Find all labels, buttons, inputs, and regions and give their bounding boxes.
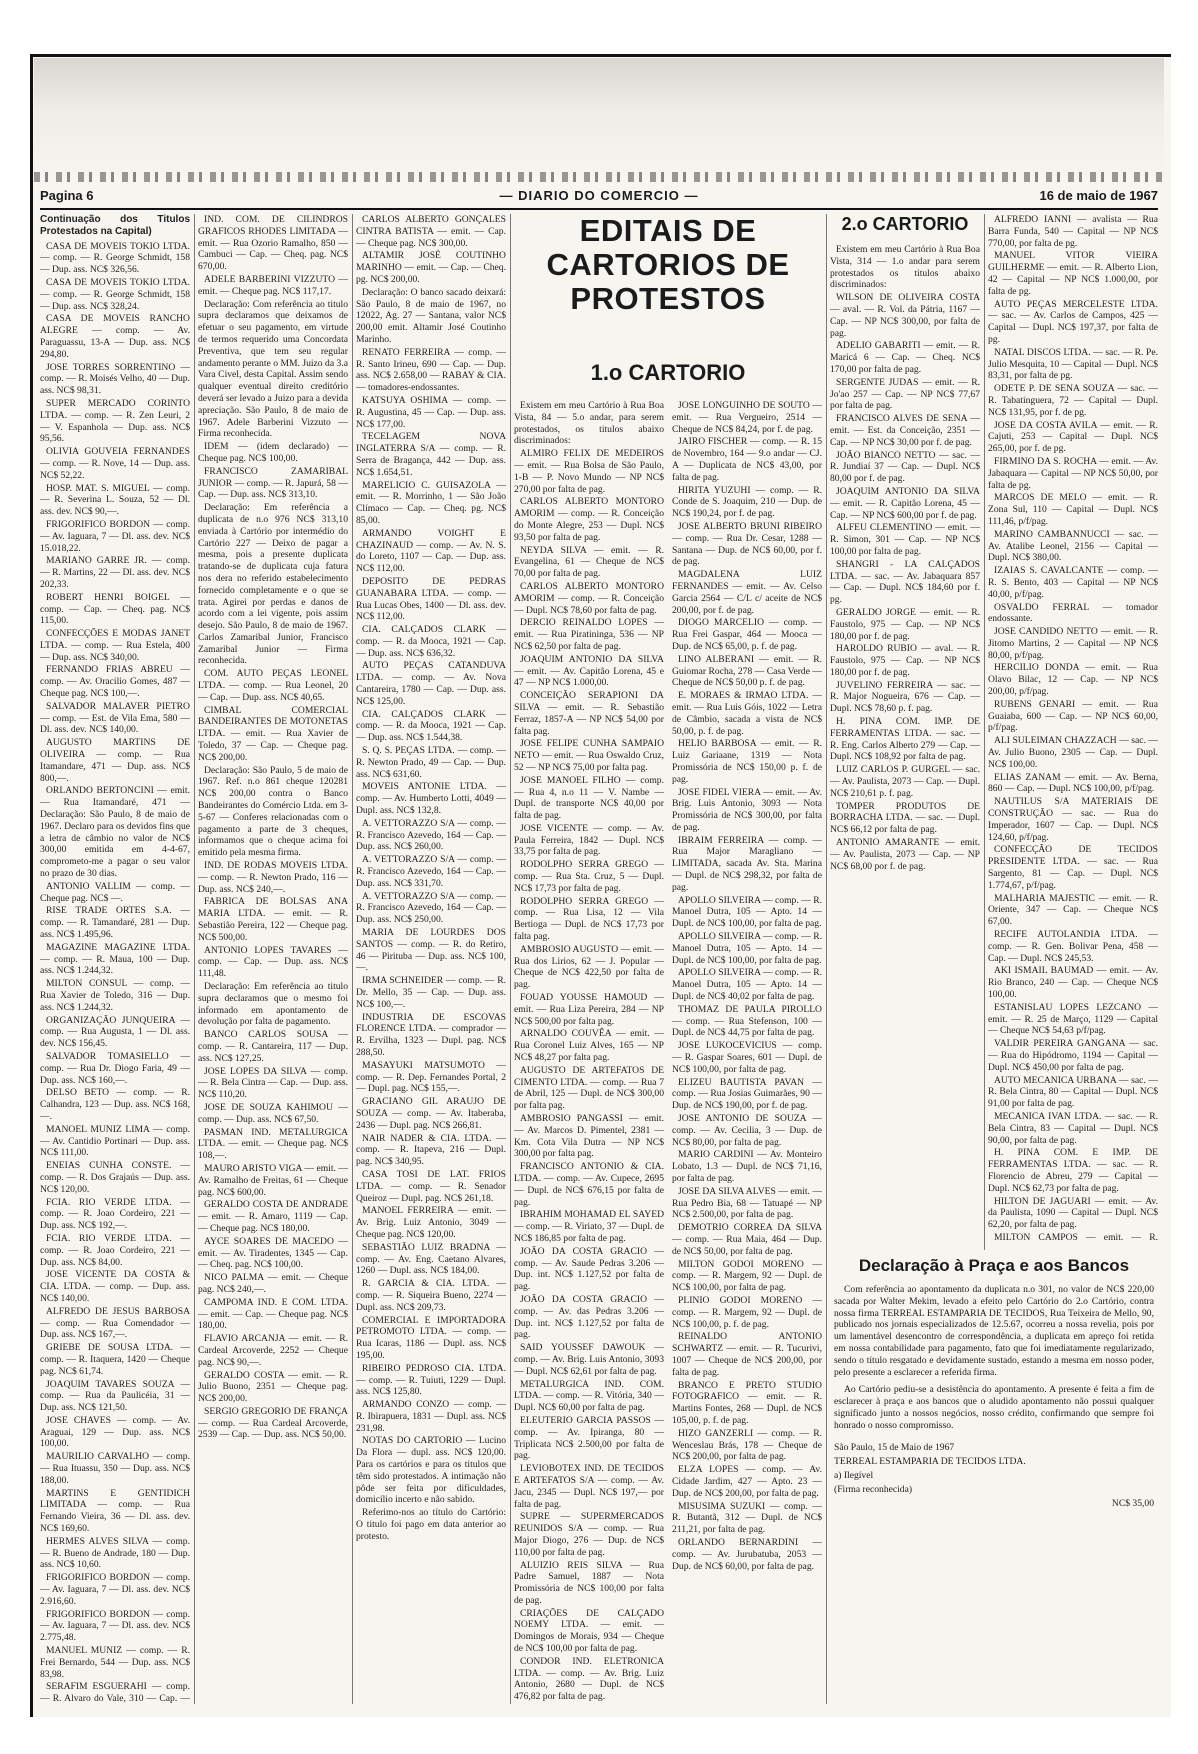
notice-entry: MANOEL FERREIRA — emit. — Av. Brig. Luiz Antonio, 3049 — Cheque pag. NC$ 120,00.	[356, 1205, 506, 1240]
notice-entry: H. PINA COM. IMP. DE FERRAMENTAS LTDA. — sac. — R. Eng. Carlos Alberto 279 — Cap. — Dupl. NC$ 108,92 por falta de pag.	[830, 716, 980, 763]
notice-entry: AUGUSTO DE ARTEFATOS DE CIMENTO LTDA. — comp. — Rua 7 de Abril, 125 — Dupl. de NC$ 300,00 por falta pag.	[514, 1064, 664, 1112]
page-header	[40, 186, 1158, 210]
notice-entry: CARLOS ALBERTO MONTORO AMORIM — comp. — R. Conceição — Dupl. NC$ 78,60 por falta de pag.	[514, 580, 664, 616]
notice-entry: OLIVIA GOUVEIA FERNANDES — comp. — R. Nove, 14 — Dup. ass. NC$ 52,22.	[40, 446, 190, 481]
notice-entry: DEPOSITO DE PEDRAS GUANABARA LTDA. — comp. — Rua Lucas Obes, 1400 — Dl. ass. dev. NC$ 112,00.	[356, 575, 506, 623]
notice-entry: FRIGORIFICO BORDON — comp. — Av. Iaguara, 7 — Dl. ass. dev. NC$ 2.775,48.	[40, 1608, 190, 1644]
notice-entry: RENATO FERREIRA — comp. — R. Santo Irineu, 690 — Cap. — Dup. ass. NC$ 2.658,00 — RABAY & CIA. — tomadores-endossantes.	[356, 346, 506, 394]
declaration-signature	[830, 1438, 1158, 1516]
notice-entry: DERCIO REINALDO LOPES — emit. — Rua Piratininga, 536 — NP NC$ 62,50 por falta de pag.	[514, 617, 664, 652]
notice-entry: ORGANIZAÇÃO JUNQUEIRA — comp. — Rua Augusta, 1 — Dl. ass. dev. NC$ 156,45.	[40, 1014, 190, 1050]
notice-entry: AUGUSTO MARTINS DE OLIVEIRA — comp. — Rua Itamandare, 471 — Dup. ass. NC$ 800,—.	[40, 737, 190, 784]
notice-entry: FERNANDO FRIAS ABREU — comp. — Av. Oracilio Gomes, 487 — Cheque pag. NC$ 100,—.	[40, 664, 190, 700]
notice-entry: IBRAHIM MOHAMAD EL SAYED — comp. — R. Viriato, 37 — Dupl. de NC$ 186,85 por falta de pag.	[514, 1209, 664, 1244]
declaration-signer: a) Ilegível	[834, 1469, 874, 1481]
notice-entry: WILSON DE OLIVEIRA COSTA — aval. — R. Vol. da Pátria, 1167 — Cap. — NP NC$ 300,00, por falta de pag.	[830, 292, 980, 339]
notice-entry: JOSE VICENTE — comp. — Av. Paula Ferreira, 1842 — Dupl. NC$ 33,75 por falta de pag.	[514, 822, 664, 858]
notice-entry: GRIEBE DE SOUSA LTDA. — comp. — R. Itaquera, 1420 — Cheque pag. NC$ 61,74.	[40, 1342, 190, 1377]
notice-entry: HOSP. MAT. S. MIGUEL — comp. — R. Severina L. Souza, 52 — Dl. ass. dev. NC$ 90,—.	[40, 482, 190, 518]
notice-entry: FRIGORIFICO BORDON — comp. — Av. Iaguara, 7 — Dl. ass. dev. NC$ 2.916,60.	[40, 1572, 190, 1607]
notice-entry: BRANCO E PRETO STUDIO FOTOGRAFICO — emit. — R. Martins Fontes, 268 — Dupl. de NC$ 105,00, p. f. de pag.	[672, 1379, 822, 1426]
column-7	[988, 214, 1158, 1244]
notice-entry: HELIO BARBOSA — emit. — R. Luiz Gariaane, 1319 — Nota Promissória de NC$ 150,00 p. f. de pag.	[672, 738, 822, 785]
notice-entry: SALVADOR MALAVER PIETRO — comp. — Est. de Vila Ema, 580 — Dl. ass. dev. NC$ 140,00.	[40, 700, 190, 736]
notice-entry: FRANCISCO ANTONIO & CIA. LTDA. — comp. — Av. Cupece, 2695 — Dupl. de NC$ 676,15 por falta de pag.	[514, 1161, 664, 1208]
notice-entry: ALFREDO DE JESUS BARBOSA — comp. — Rua Comendador — Dup. ass. NC$ 167,—.	[40, 1305, 190, 1341]
notice-entry: Declaração: O banco sacado deixará: São Paulo, 8 de maio de 1967, no 12022, Ag. 27 — Santana, valor NC$ 200,00 emit. Altamir José Coutinho Marinho.	[356, 286, 506, 345]
notice-entry: ELEUTERIO GARCIA PASSOS — comp. — Av. Ipiranga, 80 — Triplicata NC$ 2.500,00 por falta de pag.	[514, 1414, 664, 1462]
notice-entry: TECELAGEM NOVA INGLATERRA S/A — comp. — R. Serra de Bragança, 442 — Dup. ass. NC$ 1.654,51.	[356, 431, 506, 478]
notice-entry: SERGIO GREGORIO DE FRANÇA — comp. — Rua Cardeal Arcoverde, 2539 — Cap. — Dup. ass. NC$ 50,00.	[198, 1405, 348, 1441]
notice-entry: ALTAMIR JOSÉ COUTINHO MARINHO — emit. — Cap. — Cheq. pg. NC$ 200,00.	[356, 250, 506, 285]
column-6	[830, 244, 980, 1244]
notice-entry: FRANCISCO ZAMARIBAL JUNIOR — comp. — R. Japurá, 58 — Cap. — Dup. ass. NC$ 313,10.	[198, 465, 348, 501]
notice-entry: IDEM — (idem declarado) — Cheque pag. NC$ 100,00.	[198, 441, 348, 464]
notice-entry: RISE TRADE ORTES S.A. — comp. — R. Tamandaré, 281 — Dup. ass. NC$ 1.495,96.	[40, 905, 190, 941]
notice-entry: MAGDALENA LUIZ FERNANDES — emit. — Av. Celso Garcia 2564 — C/L c/ aceite de NC$ 200,00, por f. de pag.	[672, 569, 822, 616]
notice-entry: HILTON DE JAGUARI — emit. — Av. da Paulista, 1090 — Capital — Dupl. NC$ 62,20, por falta de pag.	[988, 1195, 1158, 1231]
notice-entry: Existem em meu Cartório à Rua Boa Vista, 314 — 1.o andar para serem protestados os titulos abaixo discriminados:	[830, 244, 980, 291]
notice-entry: IZAIAS S. CAVALCANTE — comp. — R. S. Bento, 403 — Capital — NP NC$ 40,00, p/f/pag.	[988, 565, 1158, 600]
notice-entry: HERMES ALVES SILVA — comp. — R. Bueno de Andrade, 180 — Dup. ass. NC$ 10,60.	[40, 1535, 190, 1571]
notice-entry: ALUIZIO REIS SILVA — Rua Padre Samuel, 1887 — Nota Promissória de NC$ 100,00 por falta de pag.	[514, 1559, 664, 1606]
notice-entry: GERALDO COSTA — emit. — R. Julio Buono, 2351 — Cheque pag. NC$ 200,00.	[198, 1369, 348, 1405]
notice-entry: A. VETTORAZZO S/A — comp. — R. Francisco Azevedo, 164 — Cap. — Dup. ass. NC$ 250,00.	[356, 890, 506, 926]
notice-entry: JOSE DA COSTA AVILA — emit. — R. Cajuti, 253 — Capital — Dupl. NC$ 265,00, por f. de pg.	[988, 419, 1158, 455]
notice-entry: ALFREDO IANNI — avalista — Rua Barra Funda, 540 — Capital — NP NC$ 770,00, por falta de pg.	[988, 214, 1158, 249]
notice-entry: ARMANDO CONZO — comp. — R. Ibirapuera, 1831 — Dupl. ass. NC$ 231,98.	[356, 1399, 506, 1434]
notice-entry: APOLLO SILVEIRA — comp. — R. Manoel Dutra, 105 — Apto. 14 — Dupl. de NC$ 100,00, por falta de pag.	[672, 931, 822, 966]
notice-entry: IBRAIM FERREIRA — comp. — Rua Major Maragliano — LIMITADA, sacada Av. Sta. Marina — Dupl. de NC$ 298,32, por falta de pag.	[672, 834, 822, 893]
notice-entry: S. Q. S. PEÇAS LTDA. — comp. — R. Newton Prado, 49 — Cap. — Dup. ass. NC$ 631,60.	[356, 745, 506, 780]
notice-entry: JOSE FIDEL VIERA — emit. — Av. Brig. Luis Antonio, 3093 — Nota Promissória de NC$ 300,00, por falta de pag.	[672, 786, 822, 833]
notice-entry: SALVADOR TOMASIELLO — comp. — Rua Dr. Diogo Faria, 49 — Dup. ass. NC$ 160,—.	[40, 1050, 190, 1086]
notice-entry: ENEIAS CUNHA CONSTE. — comp. — R. Dos Grajaús — Dup. ass. NC$ 120,00.	[40, 1160, 190, 1195]
notice-entry: MALHARIA MAJESTIC — emit. — R. Oriente, 347 — Cap. — Cheque NC$ 67,00.	[988, 892, 1158, 928]
notice-entry: JOSE LONGUINHO DE SOUTO — emit. — Rua Vergueiro, 2514 — Cheque de NC$ 84,24, por f. de pag.	[672, 400, 822, 435]
declaration-title: Declaração à Praça e aos Bancos	[858, 1256, 1130, 1275]
notice-entry: FOUAD YOUSSE HAMOUD — emit. — Rua Liza Pereira, 284 — NP NC$ 500,00 por falta pag.	[514, 992, 664, 1027]
notice-entry: RIBEIRO PEDROSO CIA. LTDA. — comp. — R. Tuiuti, 1229 — Dupl. ass. NC$ 125,80.	[356, 1362, 506, 1398]
notice-entry: APOLLO SILVEIRA — comp. — R. Manoel Dutra, 105 — Apto. 14 — Dupl. de NC$ 100,00, por falta de pag.	[672, 894, 822, 930]
notice-entry: RUBENS GENARI — emit. — Rua Guaiaba, 600 — Cap. — NP NC$ 60,00, p/f/pag.	[988, 698, 1158, 734]
notice-entry: JOSE DE SOUZA KAHIMOU — comp. — Dup. ass. NC$ 67,50.	[198, 1101, 348, 1125]
notice-entry: Declaração: Em referência ao titulo supra declaramos que o mesmo foi informado em apontamento de devolução por falta de pagamento.	[198, 981, 348, 1028]
notice-entry: APOLLO SILVEIRA — comp. — R. Manoel Dutra, 105 — Apto. 14 — Dupl. de NC$ 40,02 por falta de pag.	[672, 967, 822, 1003]
declaration-notice	[830, 1250, 1158, 1704]
notice-entry: JOSE TORRES SORRENTINO — comp. — R. Moisés Velho, 40 — Dup. ass. NC$ 98,31.	[40, 361, 190, 397]
column-3	[356, 214, 506, 1704]
notice-entry: MARTINS E GENTIDICH LIMITADA — comp. — Rua Fernando Vieira, 36 — Dl. ass. dev. NC$ 169,60.	[40, 1487, 190, 1535]
notice-entry: SEBASTIÃO LUIZ BRADNA — comp. — Av. Eng. Caetano Alvares, 1260 — Dupl. ass. NC$ 184,00.	[356, 1241, 506, 1277]
notice-entry: MANOEL MUNIZ LIMA — comp. — Av. Cantidio Portinari — Dup. ass. NC$ 111,00.	[40, 1123, 190, 1159]
notice-entry: MECANICA IVAN LTDA. — sac. — R. Bela Cintra, 83 — Capital — Dupl. NC$ 90,00, por falta de pag.	[988, 1110, 1158, 1146]
declaration-paragraph: Com referência ao apontamento da duplicata n.o 301, no valor de NC$ 220,00 sacada por Walter Mekim, levado a efeito pelo Cartório do 2.o Cartório, contra nossa firma TERREAL ESTAMPARIA DE TECIDOS, Rua Teixeira de Mello, 90, publicado nos jornais especializados de 12.5.67, ocorreu a nossa revelia, pois por um lamentável desencontro de correspondência, a duplicata em apreço foi retida em nossa contabilidade para pagamento, fato que foi imediatamente regularizado, sendo o título resgatado e devidamente sustado, estando a mesma em nosso poder, pelo presente a esclarecer a referida firma.	[834, 1284, 1154, 1378]
notice-entry: JOSE FELIPE CUNHA SAMPAIO NETO — emit. — Rua Oswaldo Cruz, 52 — NP NC$ 75,00 por falta pag.	[514, 738, 664, 773]
column-2	[198, 214, 348, 1704]
notice-entry: ANTONIO AMARANTE — emit. — Av. Paulista, 2073 — Cap. — NP NC$ 68,00 por f. de pag.	[830, 837, 980, 872]
notice-entry: MARELICIO C. GUISAZOLA — emit. — R. Morrinho, 1 — São João Clímaco — Cap. — Cheq. pg. NC$ 85,00.	[356, 479, 506, 526]
notice-entry: ESTANISLAU LOPES LEZCANO — emit. — R. 25 de Março, 1129 — Capital — Cheque NC$ 54,63 p/f/pag.	[988, 1001, 1158, 1037]
issue-date: 16 de maio de 1967	[1039, 188, 1158, 203]
declaration-paragraph: Ao Cartório pediu-se a desistência do apontamento. A presente é feita a fim de esclarecer à praça e aos bancos que o aludido apontamento não possui qualquer significado junto a nossos negócios, nosso crédito, confirmando que sempre foi honrado o nosso compromisso.	[834, 1384, 1154, 1431]
torn-edge-strip	[34, 172, 1164, 182]
declaration-place-date: São Paulo, 15 de Maio de 1967	[834, 1441, 955, 1453]
notice-entry: MASAYUKI MATSUMOTO — comp. — R. Dep. Fernandes Portal, 2 — Dupl. pag. NC$ 155,—.	[356, 1059, 506, 1095]
notice-entry: COM. AUTO PEÇAS LEONEL LTDA. — comp. — Rua Leonel, 20 — Cap. — Dup. ass. NC$ 40,65.	[198, 668, 348, 703]
notice-entry: IRMA SCHNEIDER — comp. — R. Dr. Mello, 35 — Cap. — Dup. ass. NC$ 100,—.	[356, 975, 506, 1010]
notice-entry: ADELIO GABARITI — emit. — R. Maricá 6 — Cap. — Cheq. NC$ 170,00 por falta de pag.	[830, 340, 980, 375]
notice-entry: AUTO PEÇAS CATANDUVA LTDA. — comp. — Av. Nova Cantareira, 1780 — Cap. — Dup. ass. NC$ 125,00.	[356, 660, 506, 707]
column-1	[40, 214, 190, 1704]
notice-entry: ARNALDO COUVÊA — emit. — Rua Coronel Luiz Alves, 165 — NP NC$ 48,27 por falta pag.	[514, 1028, 664, 1064]
notice-entry: TOMPER PRODUTOS DE BORRACHA LTDA. — sac. — Dupl. NC$ 66,12 por falta de pag.	[830, 800, 980, 836]
notice-entry: JOAQUIM ANTONIO DA SILVA — emit. — Av. Capitão Lorena, 45 e 47 — NP NC$ 1.000,00.	[514, 653, 664, 689]
notice-entry: ALFEU CLEMENTINO — emit. — R. Simon, 301 — Cap. — NP NC$ 100,00 por falta de pag.	[830, 522, 980, 557]
editais-headline: EDITAIS DE CARTORIOS DE PROTESTOS	[546, 213, 790, 316]
notice-entry: MAGAZINE MAGAZINE LTDA. — comp. — R. Maua, 100 — Dup. ass. NC$ 1.244,32.	[40, 941, 190, 977]
notice-entry: A. VETTORAZZO S/A — comp. — R. Francisco Azevedo, 164 — Cap. — Dup. ass. NC$ 260,00.	[356, 817, 506, 853]
notice-entry: LEVIOBOTEX IND. DE TECIDOS E ARTEFATOS S/A — comp. — Av. Jacu, 2345 — Dupl. NC$ 197,— por falta de pag.	[514, 1463, 664, 1510]
notice-entry: OSVALDO FERRAL — tomador endossante.	[988, 601, 1158, 625]
notice-entry: NAIR NADER & CIA. LTDA. — comp. — R. Itapeva, 216 — Dupl. pag. NC$ 340,95.	[356, 1132, 506, 1168]
notice-entry: ELIAS ZANAM — emit. — Av. Berna, 860 — Cap. — Dupl. NC$ 100,00, p/f/pag.	[988, 771, 1158, 795]
notice-entry: Declaração: São Paulo, 5 de maio de 1967. Ref. n.o 861 cheque 120281 NC$ 200,00 contra o Banco Bandeirantes do Comércio Ltda. em 3-5-67 — Conferes relacionadas com o pagamento a parte de 3 cheques, informamos que o cheque acima foi emitido pela mesma firma.	[198, 764, 348, 859]
page-number: Pagina 6	[40, 188, 94, 203]
notice-entry: NOTAS DO CARTORIO — Lucino Da Flora — dupl. ass. NC$ 120,00. Para os cartórios e para os titulos que têm sido protestados. A intimação não pôde ser feita por dificuldades, domicílio incerto e não sabido.	[356, 1435, 506, 1506]
notice-entry: NICO PALMA — emit. — Cheque pag. NC$ 240,—.	[198, 1272, 348, 1295]
column-5	[672, 400, 822, 1704]
notice-entry: COMERCIAL E IMPORTADORA PETROMOTO LTDA. — comp. — Rua Icaras, 1186 — Dupl. ass. NC$ 195,00.	[356, 1314, 506, 1361]
declaration-amount: NC$ 35,00	[1111, 1497, 1154, 1509]
newspaper-name: — DIARIO DO COMERCIO —	[499, 188, 699, 203]
notice-entry: JOSE LUKOCEVICIUS — comp. — R. Gaspar Soares, 601 — Dupl. de NC$ 100,00, por falta de pag.	[672, 1040, 822, 1075]
notice-entry: FCIA. RIO VERDE LTDA. — comp. — R. Joao Cordeiro, 221 — Dup. ass. NC$ 192,—.	[40, 1196, 190, 1232]
notice-entry: MARCOS DE MELO — emit. — R. Zona Sul, 110 — Capital — Dupl. NC$ 111,46, p/f/pag.	[988, 492, 1158, 527]
notice-entry: AMBROSIO PANGASSI — emit. — Av. Marcos D. Pimentel, 2381 — Km. Cota Vila Dutra — NP NC$ 300,00 por falta pag.	[514, 1113, 664, 1160]
notice-entry: CARLOS ALBERTO MONTORO AMORIM — comp. — R. Conceição do Monte Alegre, 253 — Dupl. NC$ 93,50 por falta de pag.	[514, 496, 664, 543]
notice-entry: SUPRE — SUPERMERCADOS REUNIDOS S/A — comp. — Rua Major Diogo, 276 — Dup. de NC$ 110,00 por falta de pag.	[514, 1511, 664, 1558]
column-rule	[352, 214, 353, 1704]
first-cartorio-heading: 1.o CARTORIO	[590, 360, 746, 385]
notice-entry: R. GARCIA & CIA. LTDA. — comp. — R. Siqueira Bueno, 2274 — Dupl. ass. NC$ 209,73.	[356, 1278, 506, 1313]
notice-entry: JOSE ANTONIO DE SOUZA — comp. — Av. Cecilia, 3 — Dup. de NC$ 80,00, por falta de pag.	[672, 1113, 822, 1148]
notice-entry: FLAVIO ARCANJA — emit. — R. Cardeal Arcoverde, 2252 — Cheque pag. NC$ 90,—.	[198, 1333, 348, 1368]
notice-entry: DIOGO MARCELIO — comp. — Rua Frei Gaspar, 464 — Mooca — Dup. de NC$ 65,00, p. f. de pag.	[672, 617, 822, 652]
notice-entry: CASA DE MOVEIS TOKIO LTDA. — comp. — R. George Schmidt, 158 — Dup. ass. NC$ 326,56.	[40, 240, 190, 276]
notice-entry: CONFECÇÃO DE TECIDOS PRESIDENTE LTDA. — sac. — Rua Sargento, 81 — Cap. — Dupl. NC$ 1.774,67, p/f/pag.	[988, 844, 1158, 891]
notice-entry: AUTO MECANICA URBANA — sac. — R. Bela Cintra, 80 — Capital — Dupl. NC$ 91,00 por falta de pag.	[988, 1074, 1158, 1110]
column-rule	[826, 214, 827, 1704]
notice-entry: LUIZ CARLOS P. GURGEL — sac. — Av. Paulista, 2073 — Cap. — Dupl. NC$ 210,61 p. f. pag.	[830, 764, 980, 799]
notice-entry: AKI ISMAIL BAUMAD — emit. — Av. Rio Branco, 240 — Cap. — Cheque NC$ 100,00.	[988, 965, 1158, 1000]
notice-entry: JOÃO DA COSTA GRACIO — comp. — Av. Saude Pedras 3.206 — Dup. int. NC$ 1.127,52 por falta de pag.	[514, 1245, 664, 1293]
notice-entry: NATAL DISCOS LTDA. — sac. — R. Pe. Julio Mesquita, 10 — Capital — Dupl. NC$ 83,31, por falta de pg.	[988, 346, 1158, 382]
notice-entry: FRIGORIFICO BORDON — comp. — Av. Iaguara, 7 — Dl. ass. dev. NC$ 15.018,22.	[40, 518, 190, 554]
notice-entry: MARINO CAMBANNUCCI — sac. — Av. Atalibe Leonel, 2156 — Capital — Dupl. NC$ 380,00.	[988, 528, 1158, 564]
notice-entry: SERGENTE JUDAS — emit. — R. Jo'ao 257 — Cap. — NP NC$ 77,67 por falta de pag.	[830, 376, 980, 412]
notice-entry: HIZO GANZERLI — comp. — R. Wenceslau Brás, 178 — Cheque de NC$ 200,00, por falta de pag.	[672, 1427, 822, 1463]
notice-entry: Referimo-nos ao título do Cartório: O titulo foi pago em data anterior ao protesto.	[356, 1507, 506, 1542]
notice-entry: CASA DE MOVEIS TOKIO LTDA. — comp. — R. George Schmidt, 158 — Dup. ass. NC$ 328,24.	[40, 276, 190, 312]
notice-entry: ORLANDO BERTONCINI — emit. — Rua Itamandaré, 471 — Declaração: São Paulo, 8 de maio de 1967. Declaro para os devidos fins que a letra de câmbio no valor de NC$ 300,00 emitida em 4-4-67, comprometo-me a pagar o seu valor no prazo de 30 dias.	[40, 785, 190, 880]
notice-entry: CRIAÇÕES DE CALÇADO NOEMY LTDA. — emit. — Domingos de Morais, 934 — Cheque de NC$ 100,00 por falta de pag.	[514, 1607, 664, 1655]
notice-entry: CONFECÇÕES E MODAS JANET LTDA. — comp. — Rua Estela, 400 — Dup. ass. NC$ 340,00.	[40, 628, 190, 663]
notice-entry: VALDIR PEREIRA GANGANA — sac. — Rua do Hipódromo, 1194 — Capital — Dupl. NC$ 450,00 por falta de pag.	[988, 1038, 1158, 1073]
second-cartorio-heading: 2.o CARTORIO	[841, 214, 969, 234]
notice-entry: CASA DE MOVEIS RANCHO ALEGRE — comp. — Av. Paraguassu, 13-A — Dup. ass. NC$ 294,80.	[40, 313, 190, 360]
notice-entry: DEMOTRIO CORREA DA SILVA — comp. — Rua Maia, 464 — Dup. de NC$ 50,00, por falta de pag.	[672, 1222, 822, 1257]
notice-entry: JOSE MANOEL FILHO — comp. — Rua 4, n.o 11 — V. Nambe — Dupl. de transporte NC$ 40,00 por falta de pag.	[514, 774, 664, 822]
notice-entry: ELIZEU BAUTISTA PAVAN — comp. — Rua Josias Guimarães, 90 — Dup. de NC$ 190,00, por f. de pag.	[672, 1076, 822, 1112]
notice-entry: INDUSTRIA DE ESCOVAS FLORENCE LTDA. — comprador — R. Ervilha, 1323 — Dupl. pag. NC$ 288,50.	[356, 1011, 506, 1058]
notice-entry: ANTONIO LOPES TAVARES — comp. — Cap. — Dup. ass. NC$ 111,48.	[198, 944, 348, 980]
notice-entry: FABRICA DE BOLSAS ANA MARIA LTDA. — emit. — R. Sebastião Pereira, 122 — Cheque pag. NC$ 500,00.	[198, 896, 348, 943]
notice-entry: MAURILIO CARVALHO — comp. — Rua Ituassu, 350 — Dup. ass. NC$ 188,00.	[40, 1451, 190, 1486]
notice-entry: LINO ALBERANI — emit. — R. Guiomar Rocha, 278 — Casa Verde — Cheque de NC$ 50,00 p. f. de pag.	[672, 653, 822, 689]
notice-entry: JUVELINO FERREIRA — sac. — R. Major Nogueira, 676 — Cap. — Dupl. NC$ 78,60 p. f. pag.	[830, 679, 980, 715]
notice-entry: CONDOR IND. ELETRONICA LTDA. — comp. — Av. Brig. Luiz Antonio, 2680 — Dupl. de NC$ 476,82 por falta de pag.	[514, 1655, 664, 1703]
notice-entry: JOÃO DA COSTA GRACIO — comp. — Av. das Pedras 3.206 — Dup. int. NC$ 1.127,52 por falta de pag.	[514, 1293, 664, 1341]
notice-entry: CIA. CALÇADOS CLARK — comp. — R. da Mooca, 1921 — Cap. — Dup. ass. NC$ 1.544,38.	[356, 708, 506, 744]
notice-entry: HAROLDO RUBIO — aval. — R. Faustolo, 975 — Cap. — NP NC$ 180,00 por f. de pag.	[830, 643, 980, 678]
notice-entry: FCIA. RIO VERDE LTDA. — comp. — R. Joao Cordeiro, 221 — Dup. ass. NC$ 84,00.	[40, 1232, 190, 1268]
notice-entry: SAID YOUSSEF DAWOUK — comp. — Av. Brig. Luis Antonio, 3093 — Dupl. NC$ 62,61 por falta de pag.	[514, 1342, 664, 1377]
declaration-company: TERREAL ESTAMPARIA DE TECIDOS LTDA.	[834, 1455, 1026, 1467]
notice-entry: CIA. CALÇADOS CLARK — comp. — R. da Mooca, 1921 — Cap. — Dup. ass. NC$ 636,32.	[356, 624, 506, 659]
notice-entry: MARIO CARDINI — Av. Monteiro Lobato, 1.3 — Dupl. de NC$ 71,16, por falta de pag.	[672, 1149, 822, 1184]
notice-entry: MISUSIMA SUZUKI — comp. — R. Butantã, 312 — Dupl. de NC$ 211,21, por falta de pag.	[672, 1500, 822, 1536]
notice-entry: AMBROSIO AUGUSTO — emit. — Rua dos Lirios, 62 — J. Popular — Cheque de NC$ 422,50 por falta de pag.	[514, 943, 664, 991]
notice-entry: NAUTILUS S/A MATERIAIS DE CONSTRUÇÃO — sac. — Rua do Imperador, 1607 — Cap. — Dupl. NC$ 124,60, p/f/pag.	[988, 796, 1158, 843]
notice-entry: IND. DE RODAS MOVEIS LTDA. — comp. — R. Newton Prado, 116 — Dup. ass. NC$ 240,—.	[198, 860, 348, 895]
notice-entry: MILTON CAMPOS — emit. — R.	[994, 1231, 1158, 1243]
notice-entry: CIMBAL COMERCIAL BANDEIRANTES DE MOTONETAS LTDA. — emit. — Rua Xavier de Toledo, 37 — Cap. — Cheque pag. NC$ 200,00.	[198, 704, 348, 763]
notice-entry: RECIFE AUTOLANDIA LTDA. — comp. — R. Gen. Bolivar Pena, 458 — Cap. — Dupl. NC$ 245,53.	[988, 929, 1158, 964]
notice-entry: NEYDA SILVA — emit. — R. Evangelina, 61 — Cheque de NC$ 70,00 por falta de pag.	[514, 544, 664, 580]
notice-entry: GERALDO JORGE — emit. — R. Faustolo, 975 — Cap. — NP NC$ 180,00 por f. de pag.	[830, 606, 980, 642]
notice-entry: E. MORAES & IRMAO LTDA. — emit. — Rua Luis Góis, 1022 — Letra de Câmbio, sacada a vista de NC$ 50,00, p. f. de pag.	[672, 690, 822, 737]
notice-entry: AUTO PEÇAS MERCELESTE LTDA. — sac. — Av. Carlos de Campos, 425 — Capital — Dupl. NC$ 197,37, por falta de pg.	[988, 298, 1158, 345]
notice-entry: H. PINA COM. E IMP. DE FERRAMENTAS LTDA. — sac. — R. Florencio de Abreu, 279 — Capital — Dupl. NC$ 62,73 por falta de pag.	[988, 1147, 1158, 1194]
notice-entry: MAURO ARISTO VIGA — emit. — Av. Ramalho de Freitas, 61 — Cheque pag. NC$ 600,00.	[198, 1162, 348, 1198]
notice-entry: ORLANDO BERNARDINI — comp. — Av. Jurubatuba, 2053 — Dup. de NC$ 60,00, por falta de pag.	[672, 1536, 822, 1572]
declaration-body	[830, 1284, 1158, 1432]
notice-entry: JOSE CHAVES — comp. — Av. Araguai, 129 — Dup. ass. NC$ 100,00.	[40, 1414, 190, 1450]
notice-entry: KATSUYA OSHIMA — comp. — R. Augustina, 45 — Cap. — Dup. ass. NC$ 177,00.	[356, 394, 506, 430]
notice-entry: PLINIO GODOI MORENO — comp. — R. Margem, 92 — Dupl. de NC$ 100,00, p. f. de pag.	[672, 1294, 822, 1330]
notice-entry: GERALDO COSTA DE ANDRADE — emit. — R. Amaro, 1119 — Cap. — Cheque pag. NC$ 180,00.	[198, 1199, 348, 1234]
notice-entry: JOSE CANDIDO NETTO — emit. — R. Jitomo Martins, 2 — Capital — NP NC$ 80,00, p/f/pag.	[988, 626, 1158, 661]
notice-entry: ALI SULEIMAN CHAZZACH — sac. — Av. Julio Buono, 2305 — Cap. — Dupl. NC$ 100,00.	[988, 735, 1158, 770]
notice-entry: FRANCISCO ALVES DE SENA — emit. — Est. da Conceição, 2351 — Cap. — NP NC$ 30,00 por f. de pag.	[830, 413, 980, 448]
notice-entry: CONCEIÇÃO SERAPIONI DA SILVA — emit. — R. Sebastião Ferraz, 1857-A — NP NC$ 54,00 por falta pag.	[514, 690, 664, 737]
notice-entry: IND. COM. DE CILINDROS GRAFICOS RHODES LIMITADA — emit. — Rua Ozorio Ramalho, 850 — Cambuci — Cap. — Cheq. pag. NC$ 670,00.	[198, 214, 348, 273]
notice-entry: ALMIRO FELIX DE MEDEIROS — emit. — Rua Bolsa de São Paulo, 1-B — P. Novo Mundo — NP NC$ 270,00 por falta de pag.	[514, 448, 664, 495]
notice-entry: RODOLPHO SERRA GREGO — comp. — Rua Sta. Cruz, 5 — Dupl. NC$ 17,73 por falta de pag.	[514, 859, 664, 894]
notice-entry: MILTON CONSUL — comp. — Rua Xavier de Toledo, 316 — Dup. ass. NC$ 1.244,32.	[40, 978, 190, 1013]
notice-entry: HERCILIO DONDA — emit. — Rua Olavo Bilac, 12 — Cap. — NP NC$ 200,00, p/f/pag.	[988, 662, 1158, 698]
notice-entry: SUPER MERCADO CORINTO LTDA. — comp. — R. Zen Leuri, 2 — V. Espanhola — Dup. ass. NC$ 95,56.	[40, 397, 190, 445]
notice-entry: CAMPOMA IND. E COM. LTDA. — emit. — Cap. — Cheque pag. NC$ 180,00.	[198, 1296, 348, 1332]
notice-entry: JAIRO FISCHER — comp. — R. 15 de Novembro, 164 — 9.o andar — CJ. A — Duplicata de NC$ 43,00, por falta de pag.	[672, 436, 822, 483]
notice-entry: AYCE SOARES DE MACEDO — emit. — Av. Tiradentes, 1345 — Cap. — Cheq. pag. NC$ 100,00.	[198, 1235, 348, 1271]
notice-entry: ROBERT HENRI BOIGEL — comp. — Cap. — Cheq. pag. NC$ 115,00.	[40, 591, 190, 627]
notice-entry: MANUEL VITOR VIEIRA GUILHERME — emit. — R. Alberto Lion, 42 — Capital — NP NC$ 1.000,00, por falta de pg.	[988, 250, 1158, 297]
column-rule	[510, 214, 511, 1704]
notice-entry: REINALDO ANTONIO SCHWARTZ — emit. — R. Tucurivi, 1007 — Cheque de NC$ 200,00, por falta de pag.	[672, 1331, 822, 1378]
notice-entry: JOAQUIM ANTONIO DA SILVA — emit. — R. Capitão Lorena, 45 — Cap. — NP NC$ 600,00 por f. de pag.	[830, 485, 980, 521]
declaration-note: (Firma reconhecida)	[834, 1483, 913, 1495]
notice-entry: JOSE DA SILVA ALVES — emit. — Rua Pedro Bia, 68 — Tatuapé — NP NC$ 2.500,00, por falta de pag.	[672, 1185, 822, 1221]
notice-entry: HIRITA YUZUHI — comp. — R. Conde de S. Joaquim, 210 — Dup. de NC$ 190,24, por f. de pag.	[672, 484, 822, 520]
notice-entry: ELZA LOPES — comp. — Av. Cidade Jardim, 427 — Apto. 23 — Dup. de NC$ 200,00, por falta de pag.	[672, 1464, 822, 1499]
continuation-title: Continuação dos Titulos Protestados na Capital)	[40, 214, 190, 237]
notice-entry: JOSE ALBERTO BRUNI RIBEIRO — comp. — Rua Dr. Cesar, 1288 — Santana — Dup. de NC$ 60,00, por f. de pag.	[672, 520, 822, 568]
notice-entry: RODOLPHO SERRA GREGO — comp. — Rua Lisa, 12 — Vila Bertioga — Dupl. de NC$ 17,73 por falta pag.	[514, 895, 664, 943]
notice-entry: DELSO BETO — comp. — R. Calhandra, 123 — Dup. ass. NC$ 168,—.	[40, 1087, 190, 1122]
notice-entry: SHANGRI - LA CALÇADOS LTDA. — sac. — Av. Jabaquara 857 — Cap. — Dupl. NC$ 184,60 por f. pg.	[830, 558, 980, 606]
notice-entry: ANTONIO VALLIM — comp. — Cheque pag. NC$ —.	[40, 880, 190, 904]
notice-entry: PASMAN IND. METALURGICA LTDA. — emit. — Cheque pag. NC$ 108,—.	[198, 1126, 348, 1162]
notice-entry: MARIANO GARRE JR. — comp. — R. Martins, 22 — Dl. ass. dev. NC$ 202,33.	[40, 555, 190, 590]
notice-entry: JOSE VICENTE DA COSTA & CIA. LTDA. — comp. — Dup. ass. NC$ 140,00.	[40, 1269, 190, 1304]
notice-entry: MARIA DE LOURDES DOS SANTOS — comp. — R. do Retiro, 46 — Pirituba — Dup. ass. NC$ 100,—.	[356, 927, 506, 974]
notice-entry: FIRMINO DA S. ROCHA — emit. — Av. Jabaquara — Capital — NP NC$ 50,00, por falta de pg.	[988, 455, 1158, 491]
notice-entry: A. VETTORAZZO S/A — comp. — R. Francisco Azevedo, 164 — Cap. — Dup. ass. NC$ 331,70.	[356, 854, 506, 889]
notice-entry: Existem em meu Cartório à Rua Boa Vista, 84 — 5.o andar, para serem protestados, os titulos abaixo discriminados:	[514, 400, 664, 447]
notice-entry: CARLOS ALBERTO GONÇALES CINTRA BATISTA — emit. — Cap. — Cheque pag. NC$ 300,00.	[356, 214, 506, 249]
column-rule	[194, 214, 195, 1704]
notice-entry: MILTON GODOI MORENO — comp. — R. Margem, 92 — Dupl. de NC$ 100,00, por falta de pag.	[672, 1258, 822, 1294]
notice-entry: JOAQUIM TAVARES SOUZA — comp. — Rua da Paulicéia, 31 — Dup. ass. NC$ 121,50.	[40, 1378, 190, 1414]
notice-entry: CASA TOSI DE LAT. FRIOS LTDA. — comp. — R. Senador Queiroz — Dupl. pag. NC$ 261,18.	[356, 1168, 506, 1204]
notice-entry: Declaração: Em referência a duplicata de n.o 976 NC$ 313,10 enviada à Cartório por intermédio do Cartório 227 — Deixo de pagar a mesma, pois a presente duplicata tratando-se de duplicata cuja fatura nos dera no referido estabelecimento fornecido completamente e o que se trata. Agirei por perdas e danos de acordo com a lei vigente, pois assim desejo. São Paulo, 8 de maio de 1967. Carlos Zamaribal Junior, Francisco Zamaribal Junior — Firma reconhecida.	[198, 502, 348, 667]
notice-entry: ADELE BARBERINI VIZZUTO — emit. — Cheque pag. NC$ 117,17.	[198, 273, 348, 297]
notice-entry: MOVEIS ANTONIE LTDA. — comp. — Av. Humberto Lotti, 4049 — Dupl. ass. NC$ 132,8.	[356, 781, 506, 817]
notice-entry: GRACIANO GIL ARAUJO DE SOUZA — comp. — Av. Itaberaba, 2436 — Dupl. pag. NC$ 266,81.	[356, 1096, 506, 1131]
notice-entry: JOÃO BIANCO NETTO — sac. — R. Jundiaí 37 — Cap. — Dupl. NC$ 80,00 por f. de pag.	[830, 449, 980, 485]
notice-entry: METALURGICA IND. COM. LTDA. — comp. — R. Vitória, 340 — Dupl. NC$ 60,00 por falta de pag.	[514, 1378, 664, 1414]
notice-entry: ARMANDO VOIGHT E CHAZINAUD — comp. — Av. N. S. do Loreto, 1107 — Cap. — Dup. ass. NC$ 112,00.	[356, 527, 506, 575]
notice-entry: THOMAZ DE PAULA PIROLLO — comp. — Rua Stefenson, 100 — Dupl. de NC$ 44,75 por falta de pag.	[672, 1003, 822, 1039]
notice-entry: BANCO CARLOS SOUSA — comp. — R. Cantareira, 117 — Dup. ass. NC$ 127,25.	[198, 1029, 348, 1064]
column-4	[514, 400, 664, 1704]
notice-entry: JOSE LOPES DA SILVA — comp. — R. Bela Cintra — Cap. — Dup. ass. NC$ 110,20.	[198, 1065, 348, 1101]
torn-page-top	[34, 58, 1164, 178]
notice-entry: MANUEL MUNIZ — comp. — R. Frei Bernardo, 544 — Dup. ass. NC$ 83,98.	[40, 1645, 190, 1680]
notice-entry: ODETE P. DE SENA SOUZA — sac. — R. Tabatinguera, 72 — Capital — Dupl. NC$ 131,95, por f. de pg.	[988, 383, 1158, 418]
notice-entry: Declaração: Com referência ao titulo supra declaramos que deixamos de efetuar o seu pagamento, em virtude de termos requerido uma Concordata Preventiva, que tem seu regular andamento perante o MM. Juizo da 3.a Vara Civel, desta Capital. Assim sendo qualquer eventual direito creditório deverá ser levado a Juizo para a devida apreciação. São Paulo, 8 de maio de 1967. Adele Barberini Vizzuto — Firma reconhecida.	[198, 298, 348, 440]
notice-entry: SERAFIM ESGUERAHI — comp. — R. Alvaro do Vale, 310 — Cap. —	[40, 1681, 190, 1704]
